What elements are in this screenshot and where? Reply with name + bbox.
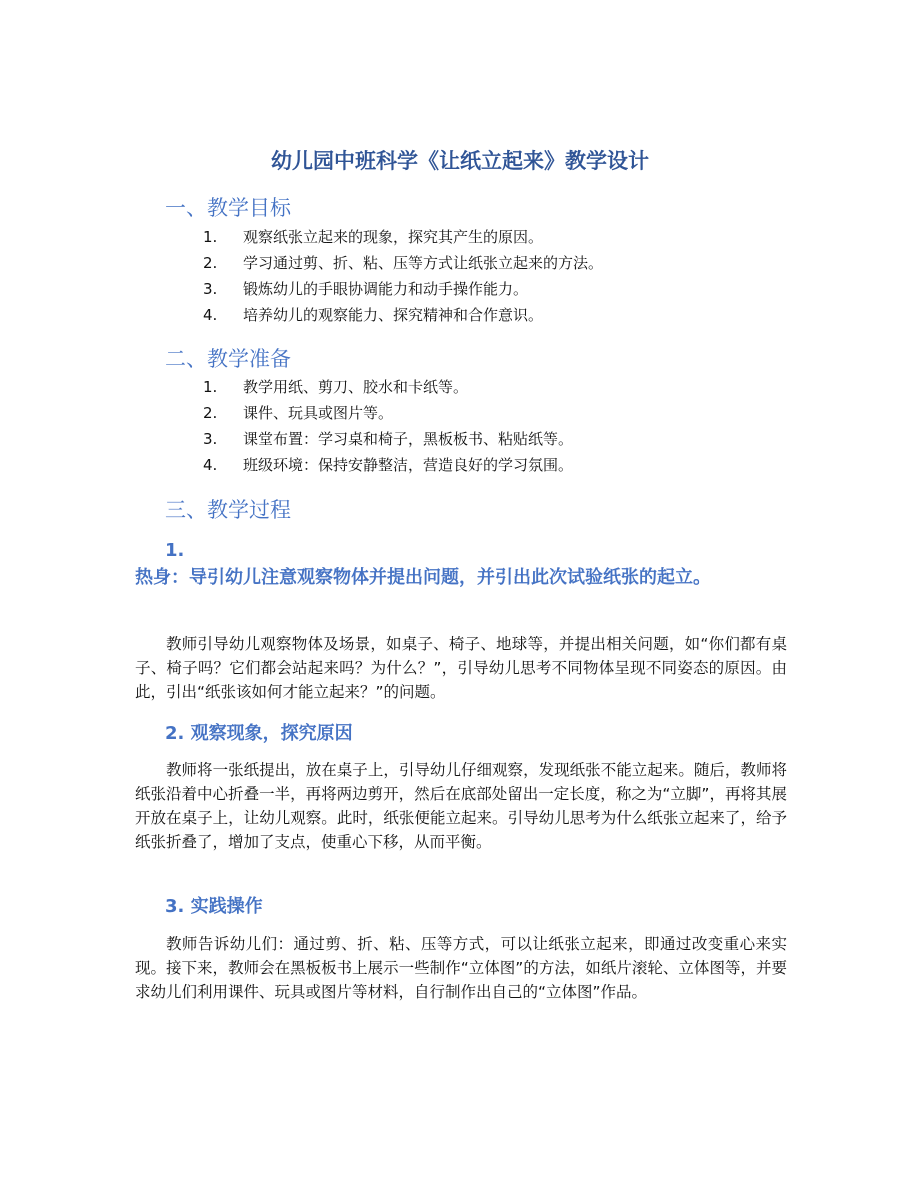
list-text: 学习通过剪、折、粘、压等方式让纸张立起来的方法。	[243, 254, 604, 272]
list-item	[203, 454, 573, 475]
list-item	[203, 402, 393, 423]
step-number: 1.	[165, 540, 185, 561]
list-text: 培养幼儿的观察能力、探究精神和合作意识。	[243, 306, 544, 324]
step-number: 2.	[165, 723, 185, 744]
section-heading-process: 三、教学过程	[165, 498, 291, 522]
paragraph: 教师引导幼儿观察物体及场景，如桌子、椅子、地球等，并提出相关问题，如“你们都有桌子、椅子吗？它们都会站起来吗？为什么？”，引导幼儿思考不同物体呈现不同姿态的原因。由此，引出“纸张该如何才能立起来？”的问题。	[135, 635, 787, 701]
paragraph: 教师告诉幼儿们：通过剪、折、粘、压等方式，可以让纸张立起来，即通过改变重心来实现。接下来，教师会在黑板板书上展示一些制作“立体图”的方法，如纸片滚轮、立体图等，并要求幼儿们利用课件、玩具或图片等材料，自行制作出自己的“立体图”作品。	[135, 935, 787, 1001]
section-heading-preparation: 二、教学准备	[165, 347, 291, 371]
list-item	[203, 252, 603, 273]
step-number: 3.	[165, 896, 185, 917]
list-item	[203, 226, 543, 247]
step-title: 观察现象，探究原因	[190, 723, 353, 744]
step-heading	[165, 892, 263, 918]
list-item	[203, 376, 468, 397]
section-heading-goals: 一、教学目标	[165, 196, 291, 220]
list-number: 3.	[203, 280, 218, 298]
step-heading	[165, 719, 353, 745]
list-text: 课件、玩具或图片等。	[243, 404, 394, 422]
list-number: 4.	[203, 456, 218, 474]
step-title: 实践操作	[190, 896, 263, 917]
list-text: 观察纸张立起来的现象，探究其产生的原因。	[243, 228, 544, 246]
paragraph: 教师将一张纸提出，放在桌子上，引导幼儿仔细观察，发现纸张不能立起来。随后，教师将纸张沿着中心折叠一半，再将两边剪开，然后在底部处留出一定长度，称之为“立脚”，再将其展开放在桌子上，让幼儿观察。此时，纸张便能立起来。引导幼儿思考为什么纸张立起来了，给予纸张折叠了，增加了支点，使重心下移，从而平衡。	[135, 761, 787, 851]
list-text: 教学用纸、剪刀、胶水和卡纸等。	[243, 378, 469, 396]
step-heading: 热身：导引幼儿注意观察物体并提出问题，并引出此次试验纸张的起立。	[135, 567, 711, 588]
list-item	[203, 278, 528, 299]
document-title: 幼儿园中班科学《让纸立起来》教学设计	[271, 149, 649, 173]
list-number: 2.	[203, 254, 218, 272]
list-item	[203, 304, 543, 325]
list-text: 锻炼幼儿的手眼协调能力和动手操作能力。	[243, 280, 529, 298]
list-number: 2.	[203, 404, 218, 422]
list-item	[203, 428, 573, 449]
list-number: 4.	[203, 306, 218, 324]
list-number: 1.	[203, 228, 218, 246]
list-text: 课堂布置：学习桌和椅子，黑板板书、粘贴纸等。	[243, 430, 574, 448]
list-text: 班级环境：保持安静整洁，营造良好的学习氛围。	[243, 456, 574, 474]
list-number: 3.	[203, 430, 218, 448]
list-number: 1.	[203, 378, 218, 396]
